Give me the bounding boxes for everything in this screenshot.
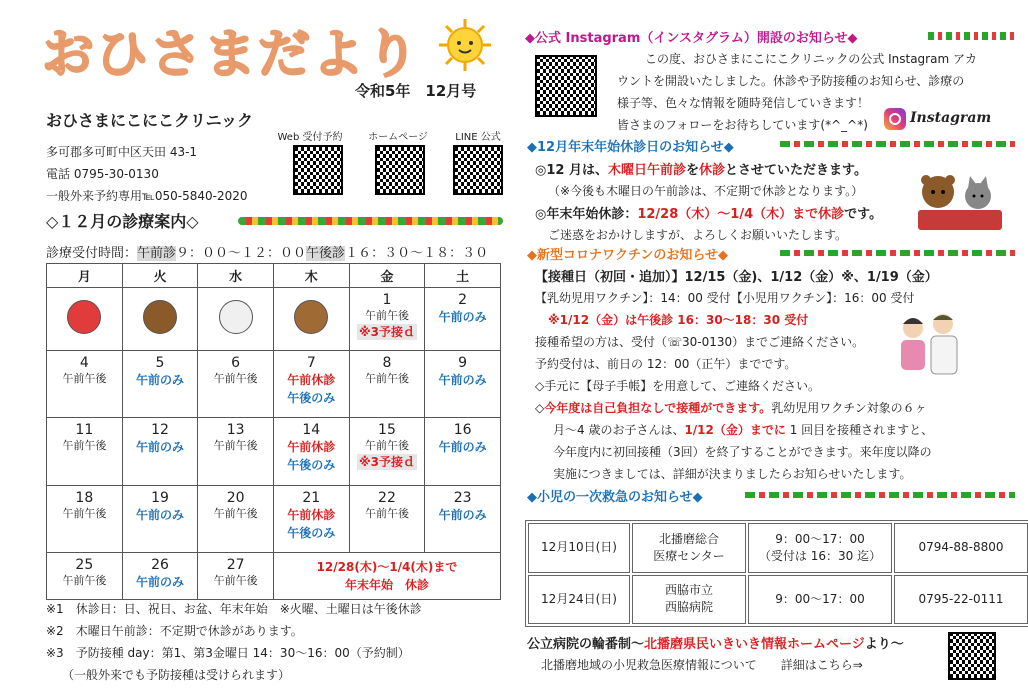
calendar-day-cell (273, 553, 500, 600)
day-status: 午前のみ (438, 372, 487, 387)
qr-label-home: ホームページ (368, 132, 428, 143)
qr-label-web: Web 受付予約 (277, 132, 343, 143)
day-number: 16 (453, 422, 472, 439)
hours-line: 診療受付時間：午前診９：００～１２：００午後診１６：３０～１８：３０ (46, 246, 489, 261)
note-1: ※1 休診日：日、祝日、お盆、年末年始 ※火曜、土曜日は午後休診 (46, 602, 422, 616)
calendar-week-row (47, 288, 501, 351)
clinic-booking-phone: 一般外来予約専用℡050-5840-2020 (46, 189, 248, 203)
issue-label: 令和5年 12月号 (355, 82, 477, 100)
calendar-week-row (47, 350, 501, 417)
day-number: 4 (79, 354, 89, 371)
cell-text: 0794-88-8800 (918, 540, 1004, 555)
day-status: 午前午後 (364, 371, 409, 385)
calendar-day-cell (122, 288, 198, 351)
day-number: 12 (151, 422, 169, 439)
day-status: 午前午後 (62, 439, 107, 453)
calendar-day-cell (425, 288, 501, 351)
day-status: 午前午後 (213, 574, 258, 588)
calendar-day-cell (425, 350, 501, 417)
instagram-text-1: この度、おひさまにこにこクリニックの公式 Instagram アカ (645, 52, 977, 66)
calendar-day-cell (198, 485, 274, 552)
cell-text: 医療センター (653, 548, 725, 563)
instagram-text-4: 皆さまのフォローをお待ちしています(*^_^*) (617, 118, 868, 132)
instagram-heading: ◆公式 Instagram（インスタグラム）開設のお知らせ◆ (525, 31, 858, 46)
vaccine-heading: ◆新型コロナワクチンのお知らせ◆ (527, 248, 728, 263)
holiday-line-4: ご迷惑をおかけしますが、よろしくお願いいたします。 (548, 228, 848, 242)
day-number: 23 (453, 489, 472, 506)
bear-icon (294, 300, 328, 334)
clinic-address: 多可郡多可町中区天田 43-1 (46, 145, 198, 159)
vaccine-line-3: ◇手元に【母子手帳】を用意して、ご連絡ください。 (535, 379, 820, 393)
day-status: 年末年始 休診 (344, 578, 429, 593)
qr-code-web[interactable] (293, 145, 343, 195)
day-number: 1 (382, 292, 392, 308)
calendar-day-cell (47, 485, 123, 552)
qr-code-home[interactable] (375, 145, 425, 195)
weekday-header: 木 (273, 264, 349, 288)
vaccine-line-2: 予約受付は、前日の 12：00（正午）までです。 (535, 357, 797, 371)
emergency-hours (748, 575, 892, 625)
day-number: 20 (226, 489, 245, 506)
day-status: 午前のみ (135, 575, 184, 590)
day-status: 午前休診 (287, 507, 336, 522)
day-number: 27 (226, 557, 245, 574)
day-status: 午前のみ (438, 310, 487, 324)
day-number: 25 (75, 557, 94, 574)
day-status: 午後のみ (287, 458, 336, 473)
emergency-row (528, 523, 1028, 573)
emergency-table (525, 520, 1028, 627)
day-status: ※3予接ｄ (358, 455, 415, 470)
calendar-day-cell (273, 485, 349, 552)
cell-text: 9：00～17：00 (775, 591, 865, 606)
day-number: 18 (75, 489, 94, 506)
day-status: 午前午後 (62, 574, 107, 588)
day-status: 12/28(木)～1/4(木)まで (316, 560, 458, 575)
day-status: 午前午後 (213, 506, 258, 520)
calendar-day-cell (122, 418, 198, 485)
day-number: 26 (151, 557, 169, 574)
note-4: （一般外来でも予防接種は受けられます） (62, 668, 291, 682)
calendar-day-cell (198, 288, 274, 351)
cell-text: 0795-22-0111 (918, 591, 1004, 606)
garland-decoration (928, 32, 1018, 40)
snowman-icon (219, 300, 253, 334)
vaccine-times: 【乳幼児用ワクチン】：14：00 受付【小児用ワクチン】：16：00 受付 (535, 291, 915, 305)
cell-text: 12月24日(日) (541, 591, 617, 606)
qr-code-line[interactable] (453, 145, 503, 195)
emergency-tel (894, 523, 1028, 573)
instagram-icon (884, 108, 906, 130)
day-number: 22 (378, 489, 396, 506)
day-status: 午後のみ (287, 390, 336, 405)
calendar-week-row (47, 553, 501, 600)
calendar-day-cell (273, 288, 349, 351)
note-3: ※3 予防接種 day：第1、第3金曜日 14：30～16：00（予約制） (46, 646, 410, 660)
day-number: 7 (306, 354, 316, 371)
day-number: 14 (302, 422, 321, 439)
day-status: 午前休診 (287, 440, 336, 455)
calendar-day-cell (273, 418, 349, 485)
day-number: 2 (458, 292, 468, 308)
garland-decoration (745, 492, 1015, 498)
day-number: 11 (75, 422, 94, 439)
calendar-day-cell (425, 485, 501, 552)
emergency-date (528, 575, 630, 625)
calendar-day-cell (349, 288, 425, 351)
day-status: ※3予接ｄ (358, 325, 415, 339)
weekday-header: 水 (198, 264, 274, 288)
vaccine-line-7: 実施につきましては、詳細が決まりましたらお知らせいたします。 (553, 467, 912, 481)
day-number: 15 (378, 422, 396, 439)
holiday-line-1: ◎12 月は、木曜日午前診を休診とさせていただきます。 (535, 163, 867, 178)
calendar-day-cell (349, 350, 425, 417)
calendar-day-cell (198, 418, 274, 485)
clinic-name: おひさまにこにこクリニック (46, 111, 254, 130)
day-status: 午前のみ (135, 507, 184, 522)
day-status: 午前のみ (438, 440, 487, 455)
calendar-week-row (47, 418, 501, 485)
cell-text: 西脇病院 (664, 600, 713, 615)
reindeer-icon (143, 300, 177, 334)
sun-icon (438, 18, 492, 72)
day-number: 13 (226, 422, 245, 439)
emergency-tel (894, 575, 1028, 625)
qr-label-line: LINE 公式 (455, 132, 501, 143)
cell-text: 12月10日(日) (541, 540, 617, 555)
day-status: 午前午後 (62, 506, 107, 520)
emergency-footer-2: 北播磨地域の小児救急医療情報について 詳細はこちら⇒ (541, 658, 863, 672)
holiday-heading: ◆12月年末年始休診日のお知らせ◆ (527, 140, 734, 155)
garland-decoration (238, 217, 503, 225)
holiday-line-2: （※今後も木曜日の午前診は、不定期で休診となります。） (548, 184, 864, 198)
calendar-day-cell (273, 350, 349, 417)
vaccine-line-5: 月～4 歳のお子さんは、1/12（金）までに 1 回目を接種されますと、 (553, 423, 934, 437)
weekday-header: 金 (349, 264, 425, 288)
vaccine-note: ※1/12（金）は午後診 16：30～18：30 受付 (548, 313, 809, 327)
calendar-day-cell (122, 553, 198, 600)
day-status: 午前午後 (364, 439, 409, 453)
day-number: 6 (231, 354, 241, 371)
day-number: 21 (302, 489, 321, 506)
calendar-day-cell (47, 288, 123, 351)
vaccine-dates: 【接種日（初回・追加）】12/15（金)、1/12（金）※、1/19（金） (535, 270, 938, 285)
garland-decoration (780, 141, 1015, 147)
instagram-text-2: ウントを開設いたしました。休診や予防接種のお知らせ、診療の (617, 74, 965, 88)
instagram-logo-text: Instagram (910, 110, 992, 126)
note-2: ※2 木曜日午前診：不定期で休診があります。 (46, 624, 303, 638)
cell-text: 北播磨総合 (658, 531, 719, 546)
emergency-footer: 公立病院の輪番制～北播磨県民いきいき情報ホームページより～ (527, 637, 904, 652)
holiday-line-3: ◎年末年始休診：12/28（木）～1/4（木）まで休診です。 (535, 207, 883, 222)
santa-icon (67, 300, 101, 334)
calendar-day-cell (47, 350, 123, 417)
calendar-table (46, 263, 501, 600)
calendar-day-cell (47, 418, 123, 485)
day-status: 午後のみ (287, 525, 336, 540)
emergency-hospital (632, 575, 746, 625)
clinic-phone: 電話 0795-30-0130 (46, 167, 159, 181)
vaccine-line-6: 今年度内に初回接種（3回）を終了することができます。来年度以降の (553, 445, 932, 459)
vaccine-line-4: ◇今年度は自己負担なしで接種ができます。乳幼児用ワクチン対象の６ヶ (535, 401, 927, 415)
doctor-child-illustration (893, 310, 963, 380)
calendar-day-cell (198, 553, 274, 600)
schedule-heading: ◇１２月の診療案内◇ (46, 212, 199, 231)
garland-decoration (780, 250, 1015, 256)
calendar-day-cell (349, 485, 425, 552)
day-status: 午前午後 (213, 439, 258, 453)
day-number: 9 (458, 354, 468, 371)
cell-text: 9：00～17：00 (775, 531, 865, 546)
day-number: 19 (151, 489, 169, 506)
calendar-week-row (47, 485, 501, 552)
emergency-row (528, 575, 1028, 625)
emergency-hospital (632, 523, 746, 573)
day-status: 午前のみ (135, 440, 184, 455)
emergency-date (528, 523, 630, 573)
bear-cat-illustration (910, 170, 1010, 234)
calendar-day-cell (122, 350, 198, 417)
day-number: 8 (382, 354, 392, 371)
day-status: 午前午後 (213, 371, 258, 385)
day-status: 午前のみ (135, 372, 184, 387)
day-status: 午前午後 (364, 309, 409, 322)
weekday-header: 土 (425, 264, 501, 288)
cell-text: 西脇市立 (664, 583, 713, 598)
day-status: 午前午後 (364, 506, 409, 520)
instagram-qr-code[interactable] (535, 55, 597, 117)
day-status: 午前午後 (62, 371, 107, 385)
cell-text: （受付は 16：30 迄） (758, 548, 882, 563)
calendar-day-cell (349, 418, 425, 485)
newsletter-title: おひさまだより (42, 25, 421, 85)
emergency-heading: ◆小児の一次救急のお知らせ◆ (527, 490, 703, 505)
day-number: 5 (155, 354, 165, 371)
calendar-day-cell (425, 418, 501, 485)
emergency-hours (748, 523, 892, 573)
weekday-header: 月 (47, 264, 123, 288)
day-status: 午前休診 (287, 372, 336, 387)
calendar-day-cell (47, 553, 123, 600)
calendar-day-cell (122, 485, 198, 552)
instagram-text-3: 様子等、色々な情報を随時発信していきます！ (617, 96, 870, 110)
vaccine-line-1: 接種希望の方は、受付（☏30-0130）までご連絡ください。 (535, 335, 865, 349)
day-status: 午前のみ (438, 507, 487, 522)
weekday-header: 火 (122, 264, 198, 288)
calendar-day-cell (198, 350, 274, 417)
emergency-qr-code[interactable] (948, 632, 996, 680)
